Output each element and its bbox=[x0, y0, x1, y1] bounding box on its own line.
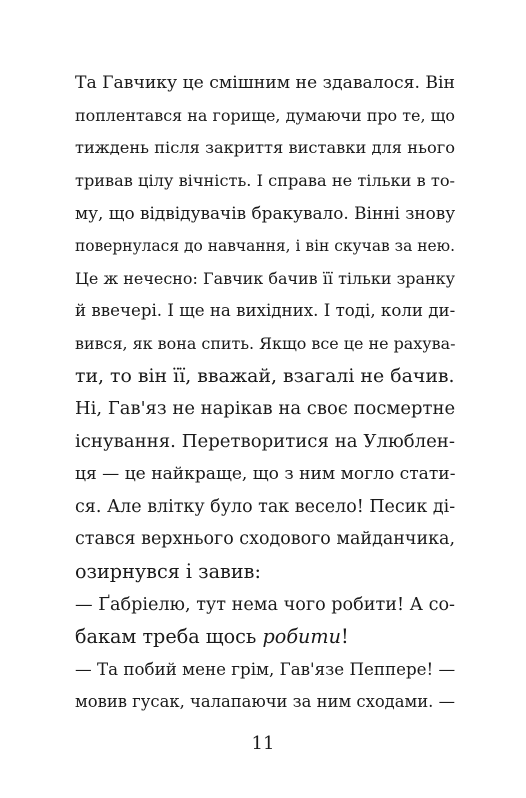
text-line: тиждень після закриття виставки для нього bbox=[75, 138, 455, 158]
text-line: — Та побий мене грім, Гав'язе Пеппере! — bbox=[75, 659, 456, 679]
text-line: тривав цілу вічність. І справа не тільки в то- bbox=[75, 170, 455, 190]
text-line: ти, то він її, вважай, взагалі не бачив. bbox=[75, 365, 455, 388]
text-fragment: бакам треба щось bbox=[75, 625, 263, 649]
paragraph-4 bbox=[75, 654, 455, 719]
text-line: ця — це найкраще, що з ним могло стати- bbox=[75, 464, 456, 485]
text-line: му, що відвідувачів бракувало. Вінні знову bbox=[75, 203, 456, 224]
page-number: 11 bbox=[251, 733, 275, 754]
italic-text: робити bbox=[262, 625, 341, 649]
text-line: мовив гусак, чалапаючи за ним сходами. — bbox=[75, 692, 455, 712]
text-line: ся. Але влітку було так весело! Песик ді- bbox=[75, 496, 456, 517]
text-line: озирнувся і завив: bbox=[75, 559, 261, 583]
text-line: повернулася до навчання, і він скучав за нею. bbox=[75, 236, 455, 255]
text-line: й ввечері. І ще на вихідних. І тоді, коли ди- bbox=[75, 301, 456, 321]
paragraph-2 bbox=[75, 393, 455, 589]
text-line: Ні, Гав'яз не нарікав на своє посмертне bbox=[75, 397, 456, 419]
text-line: Та Гавчику це смішним не здавалося. Він bbox=[75, 73, 455, 93]
text-line bbox=[75, 621, 455, 654]
text-line: — Ґабріелю, тут нема чого робити! А со- bbox=[75, 594, 455, 615]
text-line: вився, як вона спить. Якщо все це не рахува- bbox=[75, 333, 456, 353]
text-line: стався верхнього сходового майданчика, bbox=[75, 529, 456, 550]
paragraph-1 bbox=[75, 67, 455, 393]
text-line: поплентався на горище, думаючи про те, що bbox=[75, 105, 455, 125]
text-fragment: ! bbox=[340, 625, 349, 649]
text-line: існування. Перетворитися на Улюблен- bbox=[75, 430, 455, 452]
body-text bbox=[75, 67, 455, 719]
paragraph-3 bbox=[75, 589, 455, 654]
text-line: Це ж нечесно: Гавчик бачив її тільки зранку bbox=[75, 268, 455, 288]
